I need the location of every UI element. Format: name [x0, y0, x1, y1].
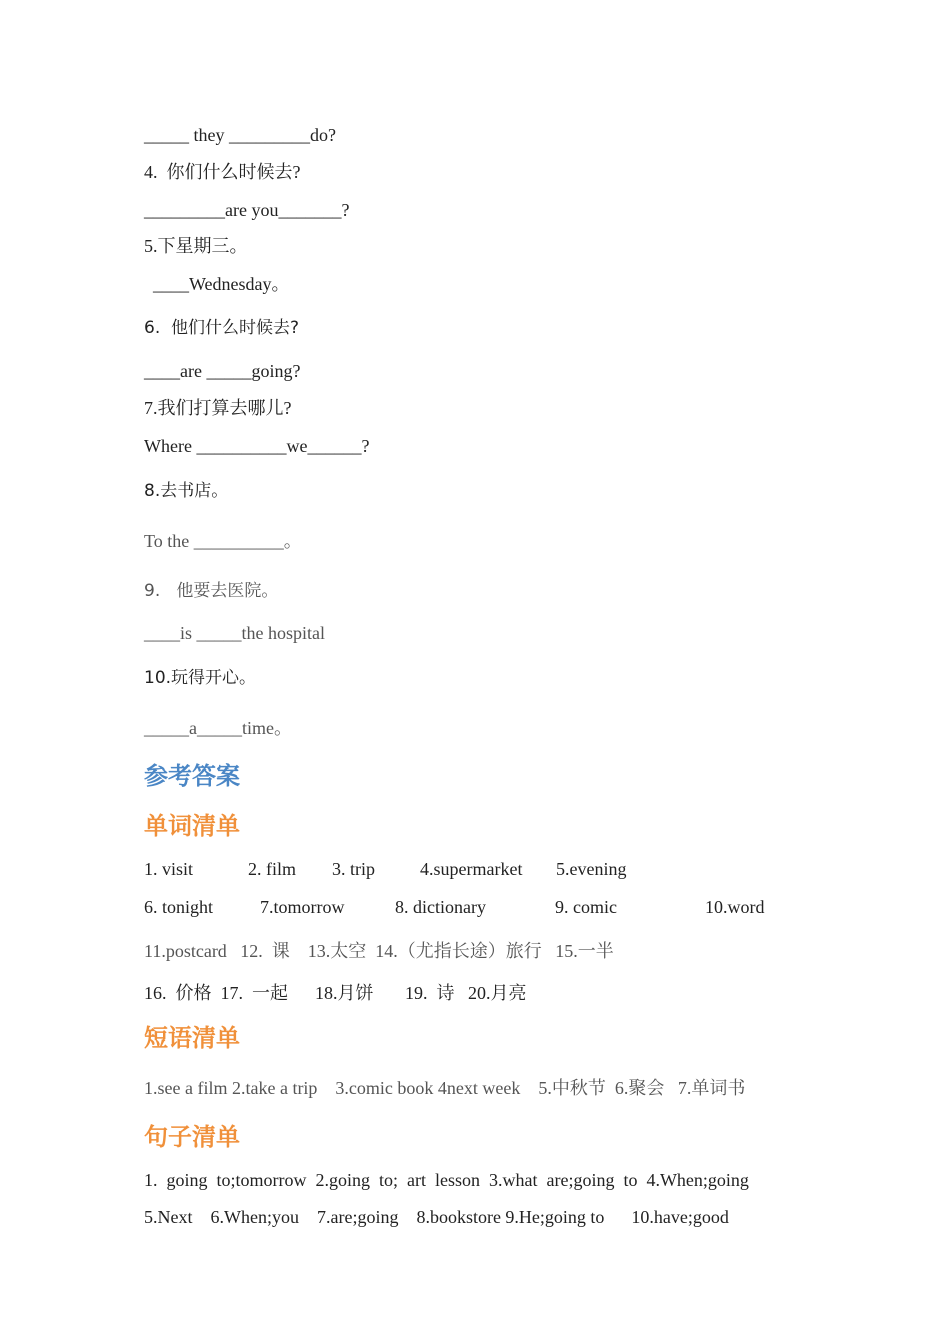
word-item: 3. trip	[332, 859, 375, 879]
words-row-4: 16. 价格 17. 一起 18.月饼 19. 诗 20.月亮	[144, 983, 527, 1003]
words-row-3: 11.postcard 12. 课 13.太空 14.（尤指长途）旅行 15.一半	[144, 941, 614, 961]
exercise-line-11: To the __________。	[144, 531, 302, 551]
exercise-line-14: 10.玩得开心。	[144, 668, 257, 688]
exercise-line-4: 5.下星期三。	[144, 236, 248, 256]
phrases-row: 1.see a film 2.take a trip 3.comic book 4next week 5.中秋节 6.聚会 7.单词书	[144, 1078, 746, 1098]
sentences-row-2: 5.Next 6.When;you 7.are;going 8.bookstore 9.He;going to 10.have;good	[144, 1207, 729, 1227]
exercise-line-9: Where __________we______?	[144, 436, 370, 456]
word-item: 5.evening	[556, 859, 627, 879]
word-item: 8. dictionary	[395, 897, 486, 917]
exercise-line-1: _____ they _________do?	[144, 125, 336, 145]
exercise-line-3: _________are you_______?	[144, 200, 350, 220]
word-item: 4.supermarket	[420, 859, 523, 879]
exercise-line-6: 6. 他们什么时候去?	[144, 318, 300, 338]
word-item: 6. tonight	[144, 897, 214, 917]
word-item: 7.tomorrow	[260, 897, 345, 917]
exercise-line-2: 4. 你们什么时候去?	[144, 162, 301, 182]
word-item: 1. visit	[144, 859, 194, 879]
sentences-heading: 句子清单	[144, 1123, 240, 1151]
word-item: 2. film	[248, 859, 296, 879]
exercise-line-12: 9. 他要去医院。	[144, 581, 279, 601]
answers-heading: 参考答案	[144, 762, 240, 790]
word-item: 10.word	[705, 897, 765, 917]
exercise-line-10: 8.去书店。	[144, 481, 229, 501]
exercise-line-7: ____are _____going?	[144, 361, 301, 381]
word-item: 9. comic	[555, 897, 617, 917]
exercise-line-5: ____Wednesday。	[144, 274, 290, 294]
sentences-row-1: 1. going to;tomorrow 2.going to; art lesson 3.what are;going to 4.When;going	[144, 1170, 749, 1190]
exercise-line-15: _____a_____time。	[144, 718, 292, 738]
exercise-line-13: ____is _____the hospital	[144, 623, 325, 643]
words-heading: 单词清单	[144, 812, 240, 840]
phrases-heading: 短语清单	[144, 1024, 240, 1052]
exercise-line-8: 7.我们打算去哪儿?	[144, 398, 292, 418]
